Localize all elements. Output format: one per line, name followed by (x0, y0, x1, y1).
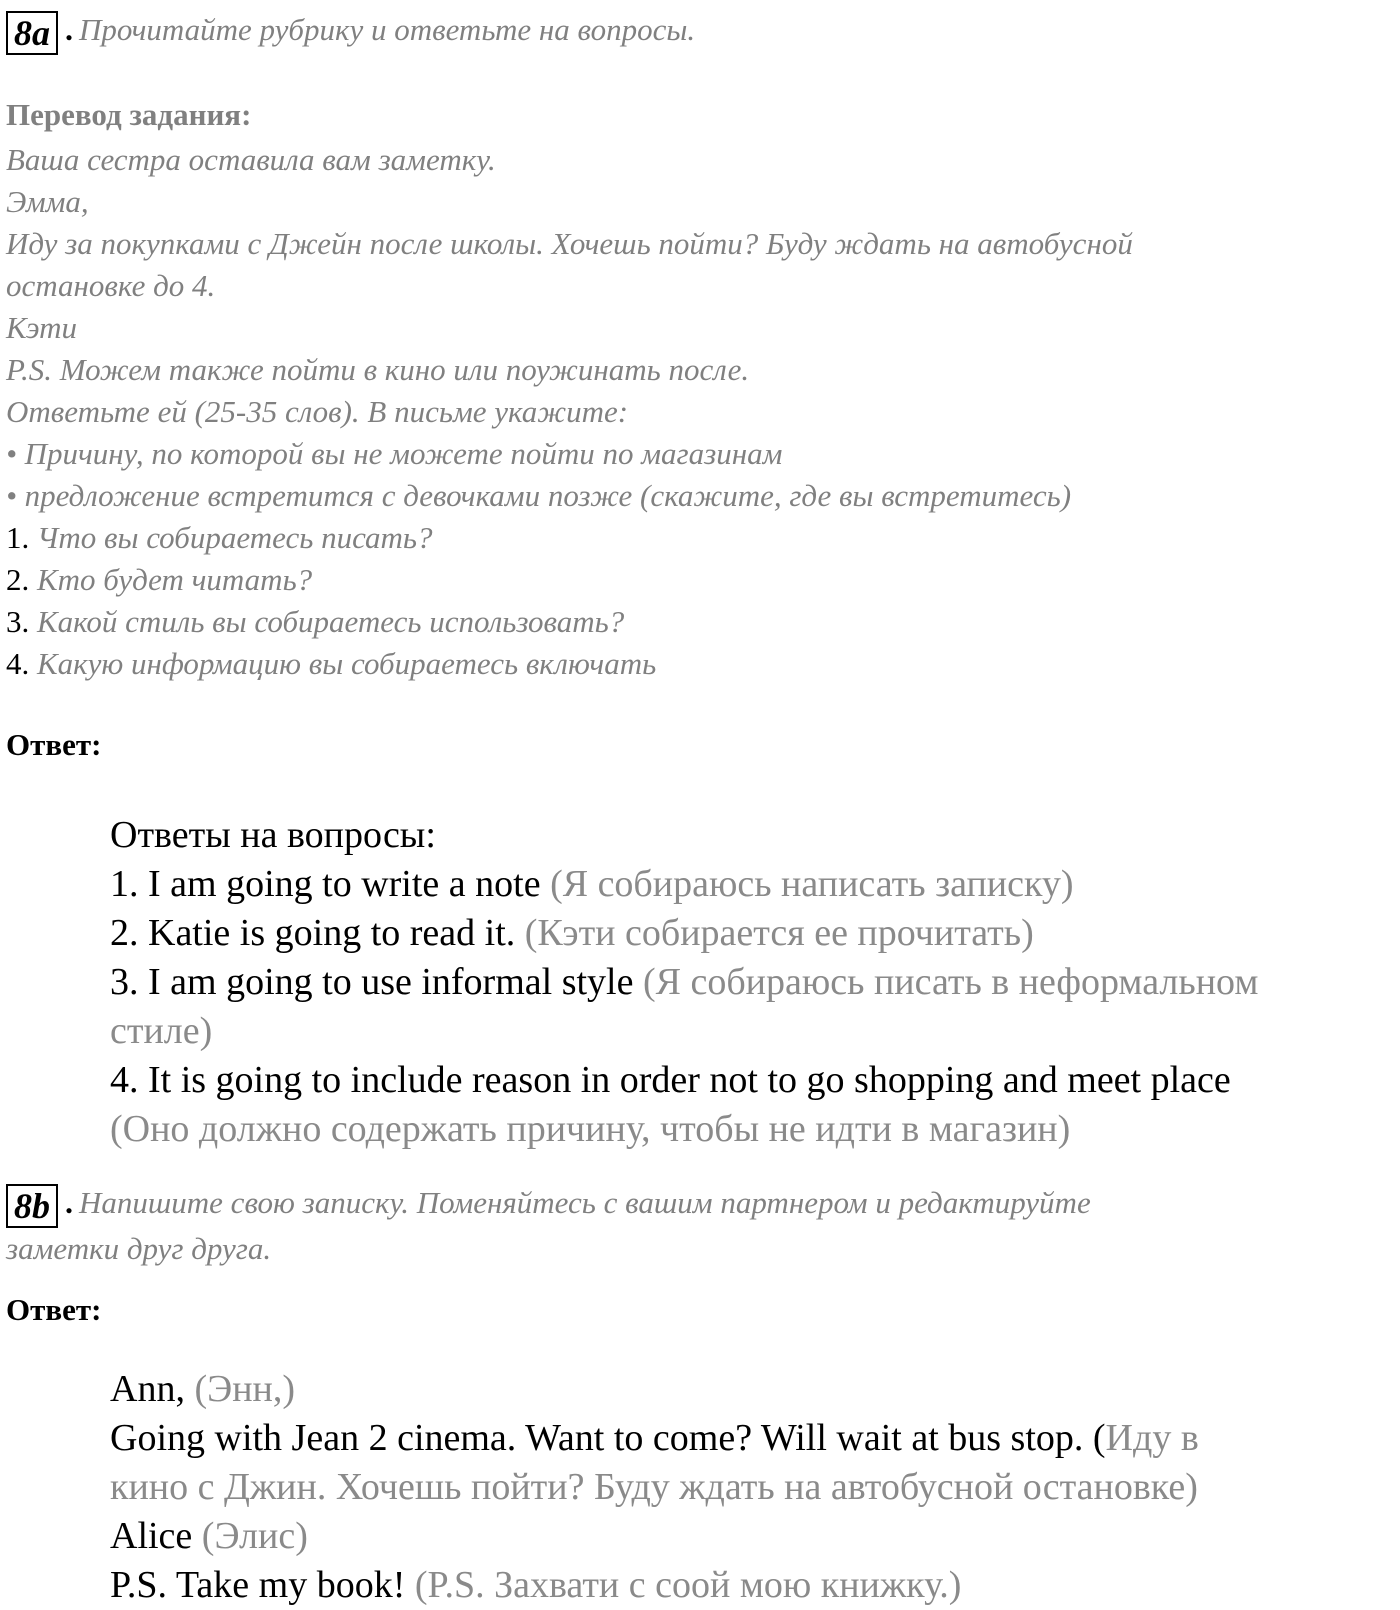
answer-block-8a (110, 811, 1258, 1154)
translation-line: • предложение встретится с девочками позже (скажите, где вы встретитесь) (6, 478, 1072, 513)
question-item (6, 559, 1133, 601)
note-ru: кино с Джин. Хочешь пойти? Буду ждать на автобусной остановке) (110, 1466, 1198, 1508)
note-line (110, 1512, 1199, 1561)
translation-title: Перевод задания: (6, 97, 252, 132)
translation-body (6, 139, 1133, 685)
answer-line (110, 1105, 1258, 1154)
note-ru: (Энн,) (194, 1368, 296, 1410)
translation-line: Ответьте ей (25-35 слов). В письме укажите: (6, 394, 629, 429)
translation-line: P.S. Можем также пойти в кино или поужинать после. (6, 352, 750, 387)
answer-en: 2. Katie is going to read it. (110, 912, 516, 954)
exercise-8b-instruction: Напишите свою записку. Поменяйтесь с вашим партнером и редактируйте (79, 1185, 1091, 1220)
answer-en: 4. It is going to include reason in order not to go shopping and meet place (110, 1059, 1231, 1101)
exercise-8a-instruction: Прочитайте рубрику и ответьте на вопросы. (79, 12, 696, 47)
question-text: Кто будет читать? (37, 562, 313, 597)
question-item (6, 643, 1133, 685)
answer-line (110, 958, 1258, 1007)
answer-heading: Ответы на вопросы: (110, 814, 436, 856)
exercise-8b-instruction-cont: заметки друг друга. (6, 1231, 272, 1266)
note-en: P.S. Take my book! (110, 1564, 406, 1606)
translation-line: Эмма, (6, 184, 89, 219)
note-ru: (Элис) (201, 1515, 308, 1557)
translation-line: Ваша сестра оставила вам заметку. (6, 142, 496, 177)
exercise-8b-number: 8b (6, 1184, 58, 1228)
answer-line (110, 909, 1258, 958)
translation-line: Кэти (6, 310, 77, 345)
answer-block-8b (110, 1365, 1199, 1610)
note-line (110, 1365, 1199, 1414)
exercise-8a-dot: . (65, 11, 73, 47)
question-number: 4. (6, 646, 30, 681)
question-item (6, 517, 1133, 559)
answer-ru: (Я собираюсь писать в неформальном (642, 961, 1259, 1003)
answer-en: 1. I am going to write a note (110, 863, 541, 905)
answer-label-8b: Ответ: (6, 1292, 102, 1327)
note-ru: Иду в (1105, 1417, 1199, 1459)
question-text: Что вы собираетесь писать? (37, 520, 433, 555)
answer-line (110, 860, 1258, 909)
answer-ru: стиле) (110, 1010, 213, 1052)
exercise-8a-header (6, 8, 695, 55)
note-en: Alice (110, 1515, 193, 1557)
exercise-8b-header (6, 1181, 1091, 1228)
translation-line: • Причину, по которой вы не можете пойти по магазинам (6, 436, 783, 471)
exercise-8a-number: 8a (6, 11, 58, 55)
question-number: 3. (6, 604, 30, 639)
question-text: Какую информацию вы собираетесь включать (37, 646, 657, 681)
answer-label-8a: Ответ: (6, 727, 102, 762)
answer-en: 3. I am going to use informal style (110, 961, 634, 1003)
answer-ru: (Кэти собирается ее прочитать) (524, 912, 1034, 954)
answer-ru: (Я собираюсь написать записку) (550, 863, 1074, 905)
translation-line: остановке до 4. (6, 268, 216, 303)
note-en: Ann, (110, 1368, 185, 1410)
note-line (110, 1463, 1199, 1512)
answer-line (110, 1007, 1258, 1056)
note-line (110, 1561, 1199, 1610)
answer-ru: (Оно должно содержать причину, чтобы не идти в магазин) (110, 1108, 1071, 1150)
question-text: Какой стиль вы собираетесь использовать? (37, 604, 625, 639)
question-number: 2. (6, 562, 30, 597)
exercise-8b-dot: . (65, 1184, 73, 1220)
question-item (6, 601, 1133, 643)
note-ru: (P.S. Захвати с соой мою книжку.) (414, 1564, 962, 1606)
question-number: 1. (6, 520, 30, 555)
translation-line: Иду за покупками с Джейн после школы. Хочешь пойти? Буду ждать на автобусной (6, 226, 1133, 261)
note-line (110, 1414, 1199, 1463)
answer-line (110, 1056, 1258, 1105)
note-en: Going with Jean 2 cinema. Want to come? Will wait at bus stop. ( (110, 1417, 1106, 1459)
